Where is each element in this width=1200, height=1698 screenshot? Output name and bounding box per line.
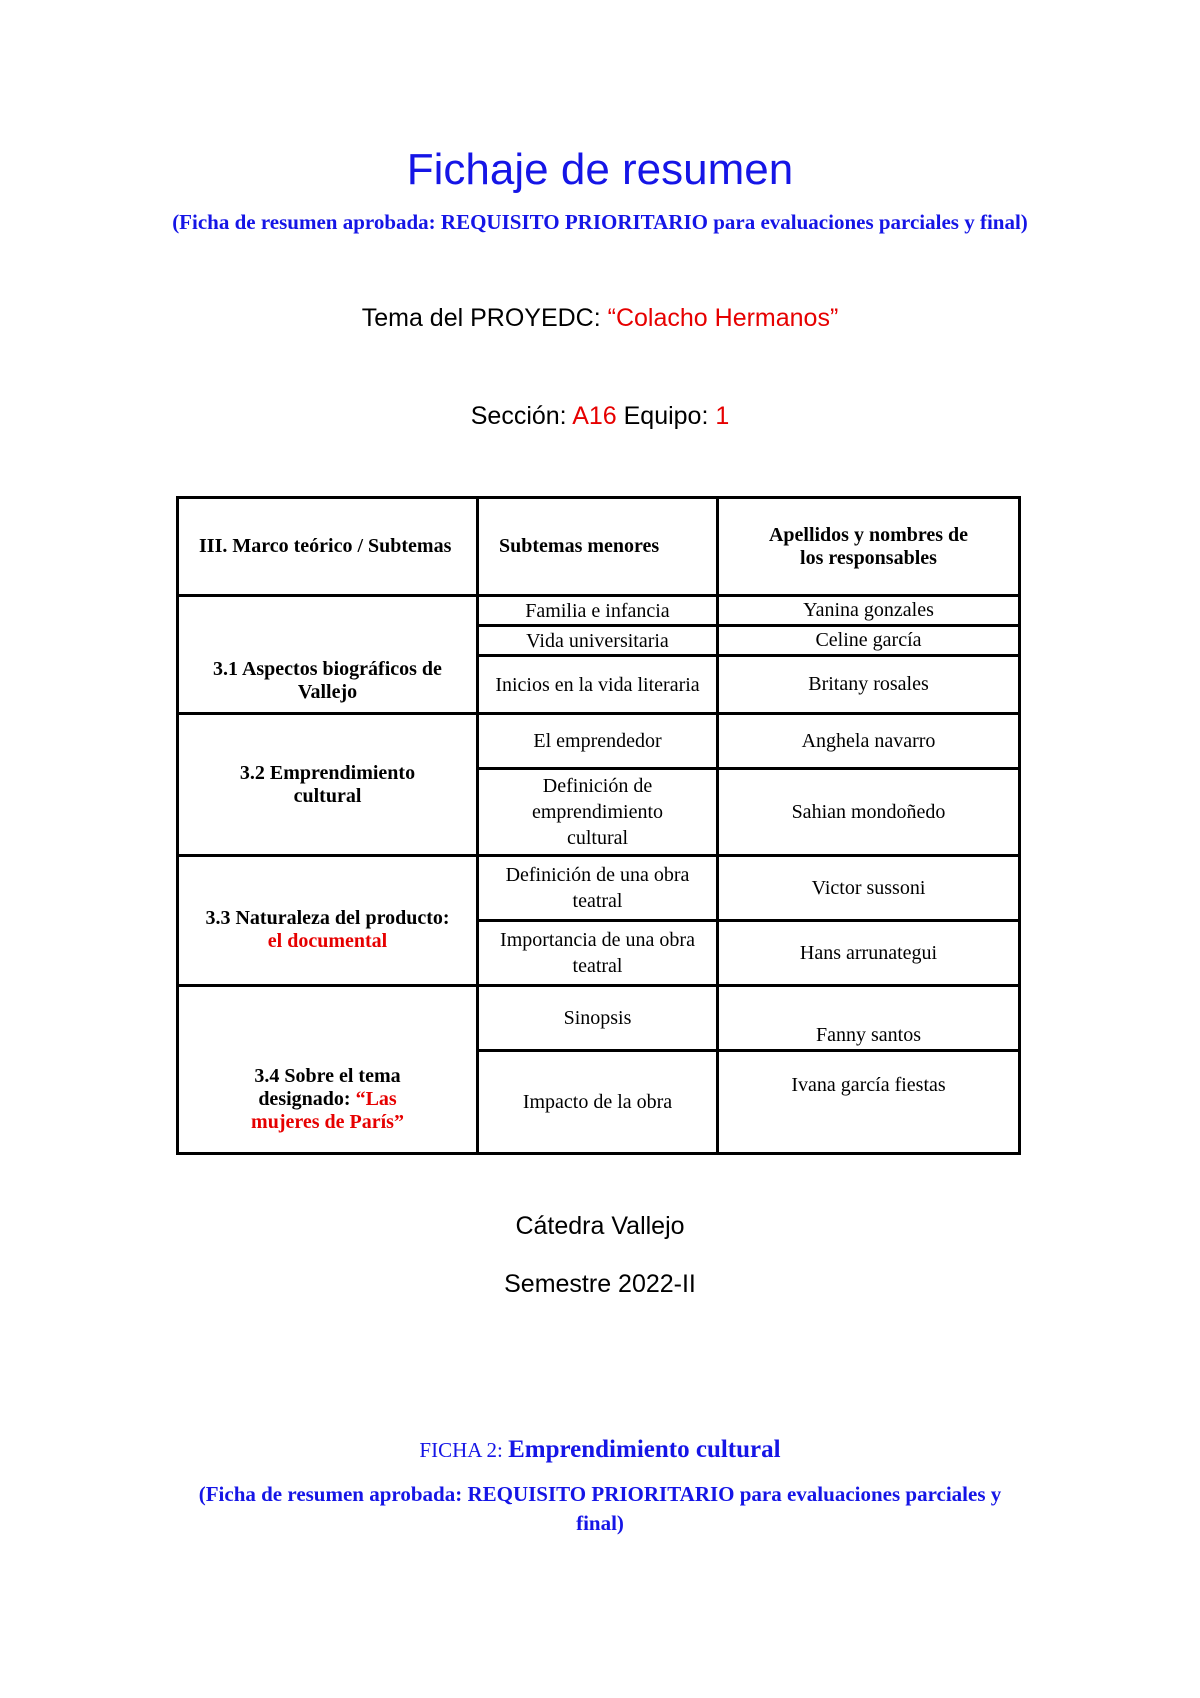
subtopic-cell: Sinopsis [478,986,718,1051]
main-topic-highlight: “Las mujeres de París” [251,1088,404,1133]
subtopic-cell: Vida universitaria [478,626,718,656]
responsible-cell: Yanina gonzales [718,596,1020,626]
ficha-label: FICHA 2: [419,1438,509,1462]
seccion-label: Sección: [470,402,573,430]
main-topic-cell [178,986,478,1154]
ficha-title: Emprendimiento cultural [508,1436,781,1463]
table-header-row [178,498,1020,596]
responsible-cell: Victor sussoni [718,856,1020,921]
main-topic-cell [178,856,478,986]
subtopic-cell: Inicios en la vida literaria [478,656,718,714]
main-topic-text: 3.1 Aspectos biográficos de Vallejo [213,657,442,703]
main-topic-text: 3.4 Sobre el tema designado: [254,1065,401,1110]
main-topic-cell [178,714,478,856]
main-topic-cell [178,596,478,714]
table-row [178,714,1020,769]
ficha-note-text: (Ficha de resumen aprobada: REQUISITO PRIORITARIO para evaluaciones parciales y final) [198,1482,1002,1535]
table-row [178,596,1020,626]
responsible-cell: Celine garcía [718,626,1020,656]
ficha-heading [0,1436,1200,1464]
subtopic-text: Definición de una obra teatral [505,864,690,912]
main-topic-highlight: el documental [267,929,388,952]
subtopic-cell [478,856,718,921]
main-topic-text: 3.2 Emprendimiento cultural [239,761,416,807]
tema-line [0,304,1200,333]
responsible-cell: Fanny santos [718,986,1020,1051]
subtopic-text: Importancia de una obra teatral [500,929,695,977]
table-row [178,986,1020,1051]
document-title: Fichaje de resumen [406,145,794,194]
ficha-note [0,1480,1200,1538]
tema-value: “Colacho Hermanos” [607,304,839,332]
table-header-cell: Subtemas menores [478,498,718,596]
responsible-cell: Sahian mondoñedo [718,769,1020,856]
semestre-label: Semestre 2022-II [504,1270,696,1298]
document-subtitle: (Ficha de resumen aprobada: REQUISITO PRIORITARIO para evaluaciones parciales y final) [172,210,1028,234]
equipo-label: Equipo: [616,402,716,430]
responsible-cell: Anghela navarro [718,714,1020,769]
subtopic-cell: Impacto de la obra [478,1051,718,1154]
subtopic-text: Definición de emprendimiento cultural [531,775,664,849]
catedra-label: Cátedra Vallejo [515,1212,685,1240]
table-row [178,856,1020,921]
table-header-cell [718,498,1020,596]
seccion-value: A16 [572,402,617,430]
subtemas-table [176,496,1021,1155]
subtopic-cell [478,769,718,856]
responsible-cell: Hans arrunategui [718,921,1020,986]
tema-label: Tema del PROYEDC: [361,304,608,332]
subtopic-cell: Familia e infancia [478,596,718,626]
equipo-value: 1 [715,402,730,430]
subtopic-cell [478,921,718,986]
responsible-cell: Ivana garcía fiestas [718,1051,1020,1154]
seccion-line [0,402,1200,431]
table-header-cell: III. Marco teórico / Subtemas [178,498,478,596]
responsible-cell: Britany rosales [718,656,1020,714]
subtopic-cell: El emprendedor [478,714,718,769]
main-topic-text: 3.3 Naturaleza del producto: [205,906,450,929]
table-header-text: Apellidos y nombres de los responsables [768,523,969,569]
